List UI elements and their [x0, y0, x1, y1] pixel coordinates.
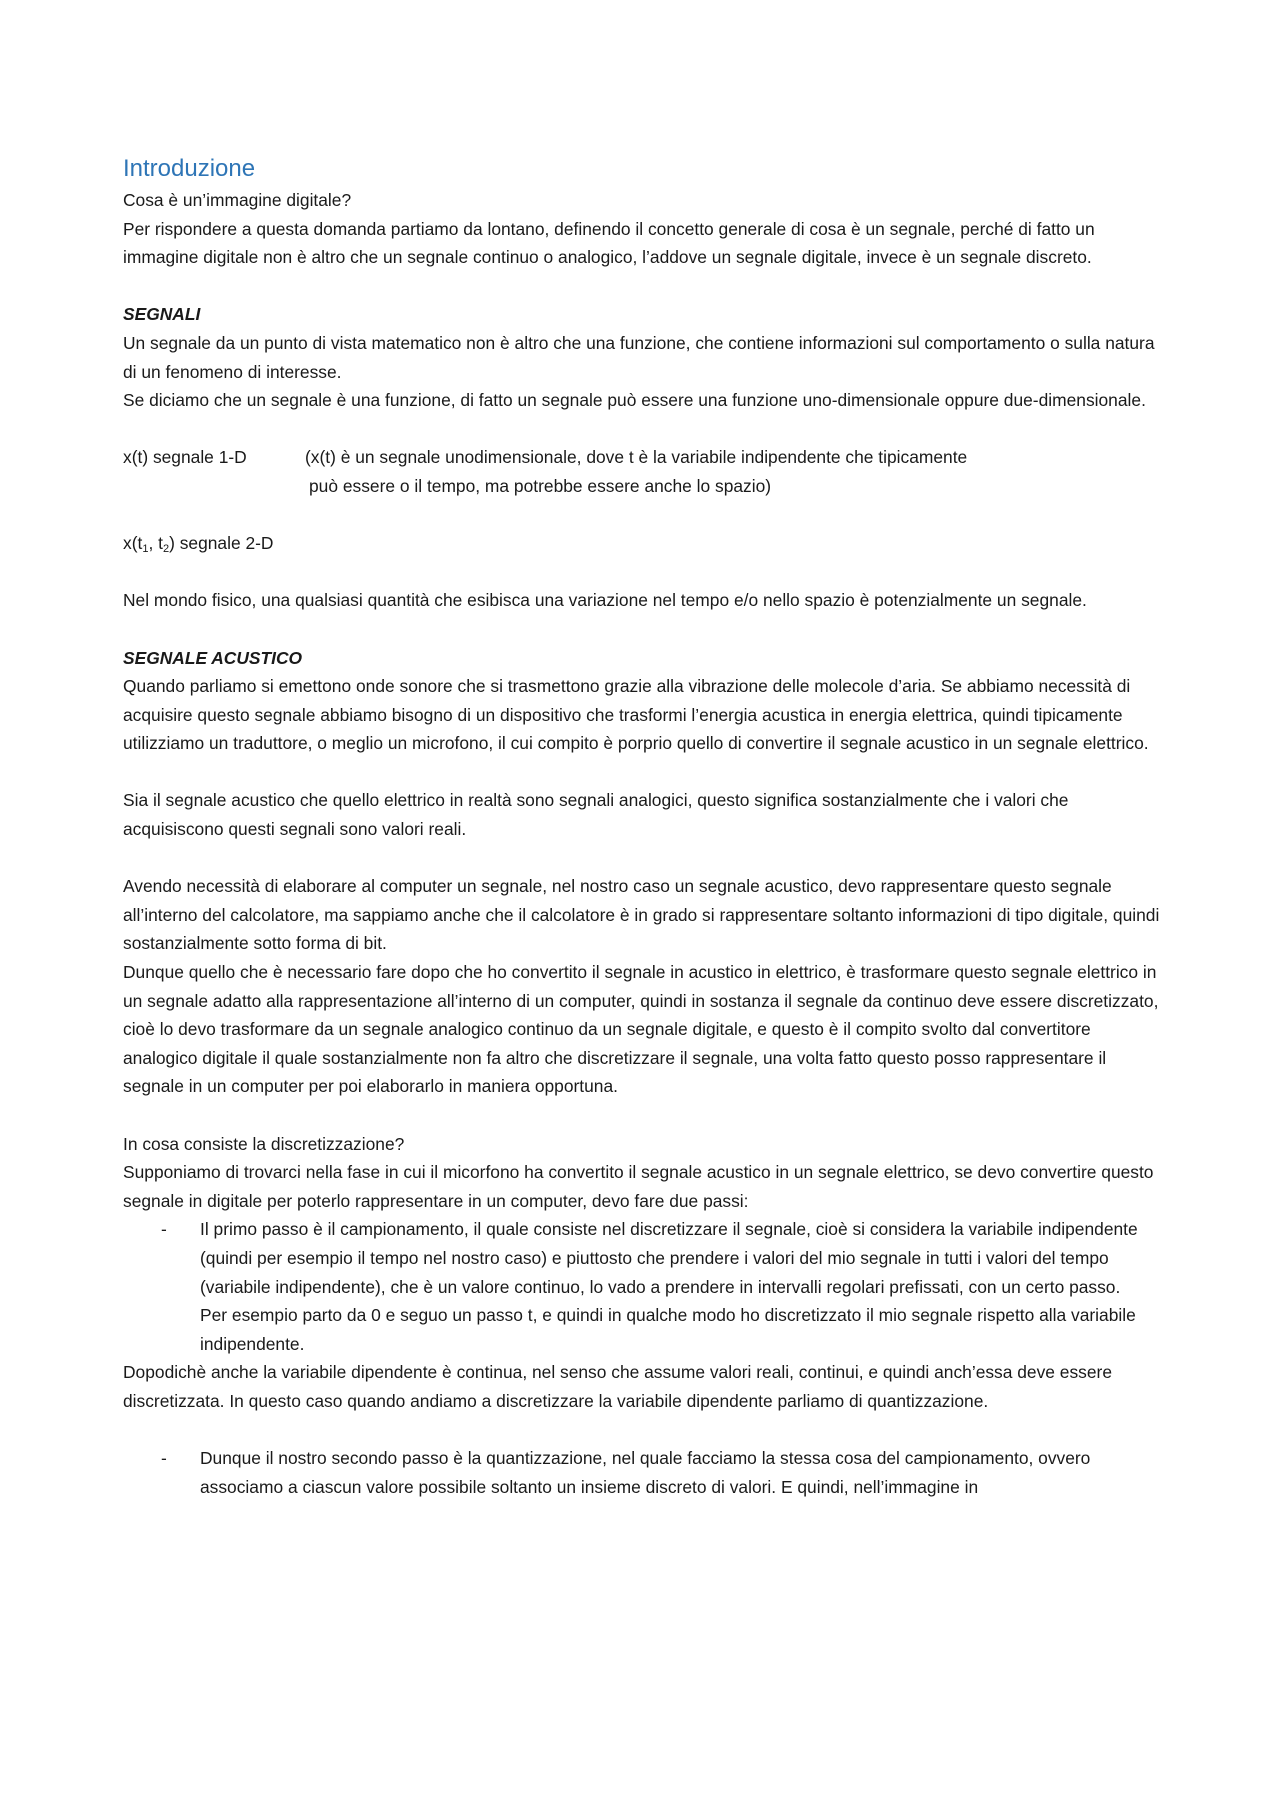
- definition-1d-line-2: può essere o il tempo, ma potrebbe essere anche lo spazio): [309, 475, 772, 496]
- step-1-example: Per esempio parto da 0 e seguo un passo t, e quindi in qualche modo ho discretizzato il mio segnale rispetto alla variabile indipendente.: [200, 1305, 1136, 1354]
- section-title-segnali: SEGNALI: [123, 304, 201, 325]
- spacer: [123, 415, 1165, 444]
- discretizzazione-question: In cosa consiste la discretizzazione?: [123, 1133, 405, 1154]
- acustico-paragraph-4: Dunque quello che è necessario fare dopo che ho convertito il segnale in acustico in elettrico, è trasformare questo segnale elettrico in un segnale adatto alla rappresentazione all’interno di un computer, quindi in sostanza il segnale da continuo deve essere discretizzato, cioè lo devo trasformare da un segnale analogico continuo da un segnale digitale, e questo è il compito svolto dal convertitore analogico digitale il quale sostanzialmente non fa altro che discretizzare il segnale, una volta fatto questo posso rappresentare il segnale in un computer per poi elaborarlo in maniera opportuna.: [123, 962, 1159, 1097]
- acustico-paragraph-3: Avendo necessità di elaborare al computer un segnale, nel nostro caso un segnale acustico, devo rappresentare questo segnale all’interno del calcolatore, ma sappiamo anche che il calcolatore è in grado si rappresentare soltanto informazioni di tipo digitale, quindi sostanzialmente sotto forma di bit.: [123, 876, 1160, 954]
- spacer: [123, 558, 1165, 587]
- list-item: [123, 1215, 1165, 1358]
- definition-1d-line-1: (x(t) è un segnale unodimensionale, dove t è la variabile indipendente che tipicamente: [305, 447, 968, 468]
- discretizzazione-paragraph-2: Dopodichè anche la variabile dipendente è continua, nel senso che assume valori reali, continui, e quindi anch’essa deve essere discretizzata. In questo caso quando andiamo a discretizzare la variabile dipendente parliamo di quantizzazione.: [123, 1362, 1112, 1411]
- page-title: Introduzione: [123, 155, 256, 182]
- spacer: [123, 844, 1165, 873]
- acustico-paragraph-1: Quando parliamo si emettono onde sonore che si trasmettono grazie alla vibrazione delle molecole d’aria. Se abbiamo necessità di acquisire questo segnale abbiamo bisogno di un dispositivo che trasformi l’energia acustica in energia elettrica, quindi tipicamente utilizziamo un traduttore, o meglio un microfono, il cui compito è porprio quello di convertire il segnale acustico in un segnale elettrico.: [123, 676, 1149, 754]
- definition-2d-part: , t: [148, 533, 163, 554]
- document-body: [123, 152, 1165, 1501]
- definition-1d: [123, 443, 1165, 500]
- spacer: [123, 501, 1165, 530]
- section-title-acustico: SEGNALE ACUSTICO: [123, 647, 303, 668]
- definition-2d: [123, 529, 1165, 558]
- intro-paragraph: Per rispondere a questa domanda partiamo da lontano, definendo il concetto generale di cosa è un segnale, perché di fatto un immagine digitale non è altro che un segnale continuo o analogico, l’addove un segnale digitale, invece è un segnale discreto.: [123, 218, 1095, 268]
- definition-2d-part: ) segnale 2-D: [169, 533, 274, 554]
- steps-list: [123, 1215, 1165, 1358]
- dash-bullet: -: [161, 1448, 167, 1469]
- spacer: [123, 1416, 1165, 1445]
- spacer: [123, 1101, 1165, 1130]
- dash-bullet: -: [161, 1219, 167, 1240]
- definition-1d-term: x(t) segnale 1-D: [123, 447, 247, 468]
- segnali-paragraph-2: Se diciamo che un segnale è una funzione, di fatto un segnale può essere una funzione uno-dimensionale oppure due-dimensionale.: [123, 390, 1146, 411]
- segnali-paragraph-1: Un segnale da un punto di vista matematico non è altro che una funzione, che contiene informazioni sul comportamento o sulla natura di un fenomeno di interesse.: [123, 332, 1155, 382]
- list-item: [123, 1444, 1165, 1501]
- spacer: [123, 615, 1165, 644]
- spacer: [123, 758, 1165, 787]
- step-2-text: Dunque il nostro secondo passo è la quantizzazione, nel quale facciamo la stessa cosa del campionamento, ovvero associamo a ciascun valore possibile soltanto un insieme discreto di valori. E quindi, nell’immagine in: [200, 1448, 1091, 1497]
- subscript-1: 1: [142, 543, 149, 556]
- step-1-text: Il primo passo è il campionamento, il quale consiste nel discretizzare il segnale, cioè si considera la variabile indipendente (quindi per esempio il tempo nel nostro caso) e piuttosto che prendere i valori del mio segnale in tutti i valori del tempo (variabile indipendente), che è un valore continuo, lo vado a prendere in intervalli regolari prefissati, con un certo passo.: [200, 1219, 1138, 1297]
- definition-1d-description: [305, 443, 1165, 500]
- segnali-paragraph-3: Nel mondo fisico, una qualsiasi quantità che esibisca una variazione nel tempo e/o nello spazio è potenzialmente un segnale.: [123, 590, 1087, 611]
- intro-question: Cosa è un’immagine digitale?: [123, 190, 352, 210]
- discretizzazione-paragraph-1: Supponiamo di trovarci nella fase in cui il micorfono ha convertito il segnale acustico in un segnale elettrico, se devo convertire questo segnale in digitale per poterlo rappresentare in un computer, devo fare due passi:: [123, 1162, 1154, 1211]
- subscript-2: 2: [162, 543, 170, 556]
- definition-2d-part: x(t: [123, 533, 143, 554]
- steps-list: [123, 1444, 1165, 1501]
- acustico-paragraph-2: Sia il segnale acustico che quello elettrico in realtà sono segnali analogici, questo significa sostanzialmente che i valori che acquisiscono questi segnali sono valori reali.: [123, 790, 1069, 840]
- spacer: [123, 272, 1165, 301]
